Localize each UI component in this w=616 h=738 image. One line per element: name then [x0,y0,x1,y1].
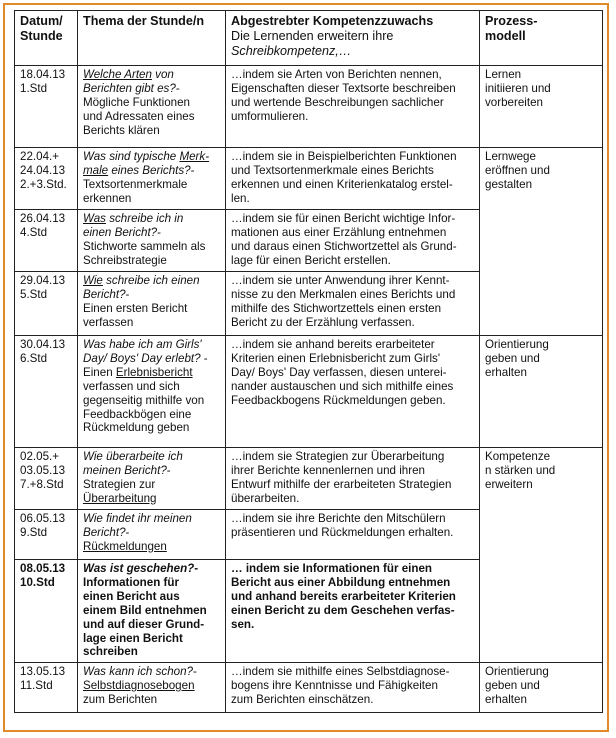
header-competence-title: Abgestrebter Kompetenzzuwachs [231,14,434,28]
row-process: Kompetenze n stärken und erweitern [480,448,603,663]
header-theme: Thema der Stunde/n [78,11,226,66]
header-date: Datum/ Stunde [15,11,78,66]
row-process: Lernwege eröffnen und gestalten [480,148,603,336]
table-header-row [15,11,603,66]
row-date: 30.04.13 6.Std [15,336,78,448]
row-process: Orientierung geben und erhalten [480,336,603,448]
row-competence: …indem sie ihre Berichte den Mitschülern präsentieren und Rückmeldungen erhalten. [226,510,480,560]
row-date: 13.05.13 11.Std [15,663,78,713]
header-process: Prozess- modell [480,11,603,66]
row-date: 18.04.13 1.Std [15,66,78,148]
table-row [15,448,603,510]
header-competence-sub: Die Lernenden erweitern ihre Schreibkompetenz,… [231,29,394,58]
row-competence: …indem sie unter Anwendung ihrer Kennt- nisse zu den Merkmalen eines Berichts und mithilfe des Stichwortzettels einen ersten Bericht zu der Erzählung verfassen. [226,272,480,336]
table-row [15,148,603,210]
lesson-plan-table [14,10,603,713]
row-competence: …indem sie in Beispielberichten Funktionen und Textsortenmerkmale eines Berichts erkennen und einen Kriterienkatalog erstel- len. [226,148,480,210]
row-theme: Was sind typische Merk- male eines Berichts?- Textsortenmerkmale erkennen [78,148,226,210]
row-competence: …indem sie für einen Bericht wichtige Infor- mationen aus einer Erzählung entnehmen und daraus einen Stichwortzettel als Grund- lage für einen Bericht erstellen. [226,210,480,272]
row-competence: …indem sie anhand bereits erarbeiteter Kriterien einen Erlebnisbericht zum Girls' Day/ Boys' Day verfassen, diesen unterei- nander austauschen und sich mithilfe eines Feedbackbogens Rückmeldungen geben. [226,336,480,448]
row-competence: …indem sie Arten von Berichten nennen, Eigenschaften dieser Textsorte beschreiben und wertende Beschreibungen sachlicher umformulieren. [226,66,480,148]
row-theme: Wie schreibe ich einen Bericht?- Einen ersten Bericht verfassen [78,272,226,336]
row-theme: Welche Arten von Berichten gibt es?- Mögliche Funktionen und Adressaten eines Berichts klären [78,66,226,148]
row-process: Lernen initiieren und vorbereiten [480,66,603,148]
row-date: 02.05.+ 03.05.13 7.+8.Std [15,448,78,510]
row-date: 29.04.13 5.Std [15,272,78,336]
row-competence: …indem sie mithilfe eines Selbstdiagnose- bogens ihre Kenntnisse und Fähigkeiten zum Berichten einschätzen. [226,663,480,713]
table-row [15,336,603,448]
row-process: Orientierung geben und erhalten [480,663,603,713]
table-row [15,663,603,713]
row-date: 22.04.+ 24.04.13 2.+3.Std. [15,148,78,210]
row-competence: …indem sie Strategien zur Überarbeitung ihrer Berichte kennenlernen und ihren Entwurf mithilfe der erarbeiteten Strategien überarbeiten. [226,448,480,510]
row-theme: Wie überarbeite ich meinen Bericht?- Strategien zur Überarbeitung [78,448,226,510]
row-date: 06.05.13 9.Std [15,510,78,560]
header-competence [226,11,480,66]
row-theme: Was habe ich am Girls' Day/ Boys' Day erlebt? - Einen Erlebnisbericht verfassen und sich gegenseitig mithilfe von Feedbackbögen eine Rückmeldung geben [78,336,226,448]
row-theme: Was ist geschehen?- Informationen für einen Bericht aus einem Bild entnehmen und auf dieser Grund- lage einen Bericht schreiben [78,560,226,663]
table-row [15,66,603,148]
row-theme: Wie findet ihr meinen Bericht?- Rückmeldungen [78,510,226,560]
row-date: 26.04.13 4.Std [15,210,78,272]
row-date: 08.05.13 10.Std [15,560,78,663]
row-theme: Was kann ich schon?- Selbstdiagnosebogen zum Berichten [78,663,226,713]
row-competence: … indem sie Informationen für einen Bericht aus einer Abbildung entnehmen und anhand bereits erarbeiteter Kriterien einen Bericht zu dem Geschehen verfas- sen. [226,560,480,663]
row-theme: Was schreibe ich in einen Bericht?- Stichworte sammeln als Schreibstrategie [78,210,226,272]
